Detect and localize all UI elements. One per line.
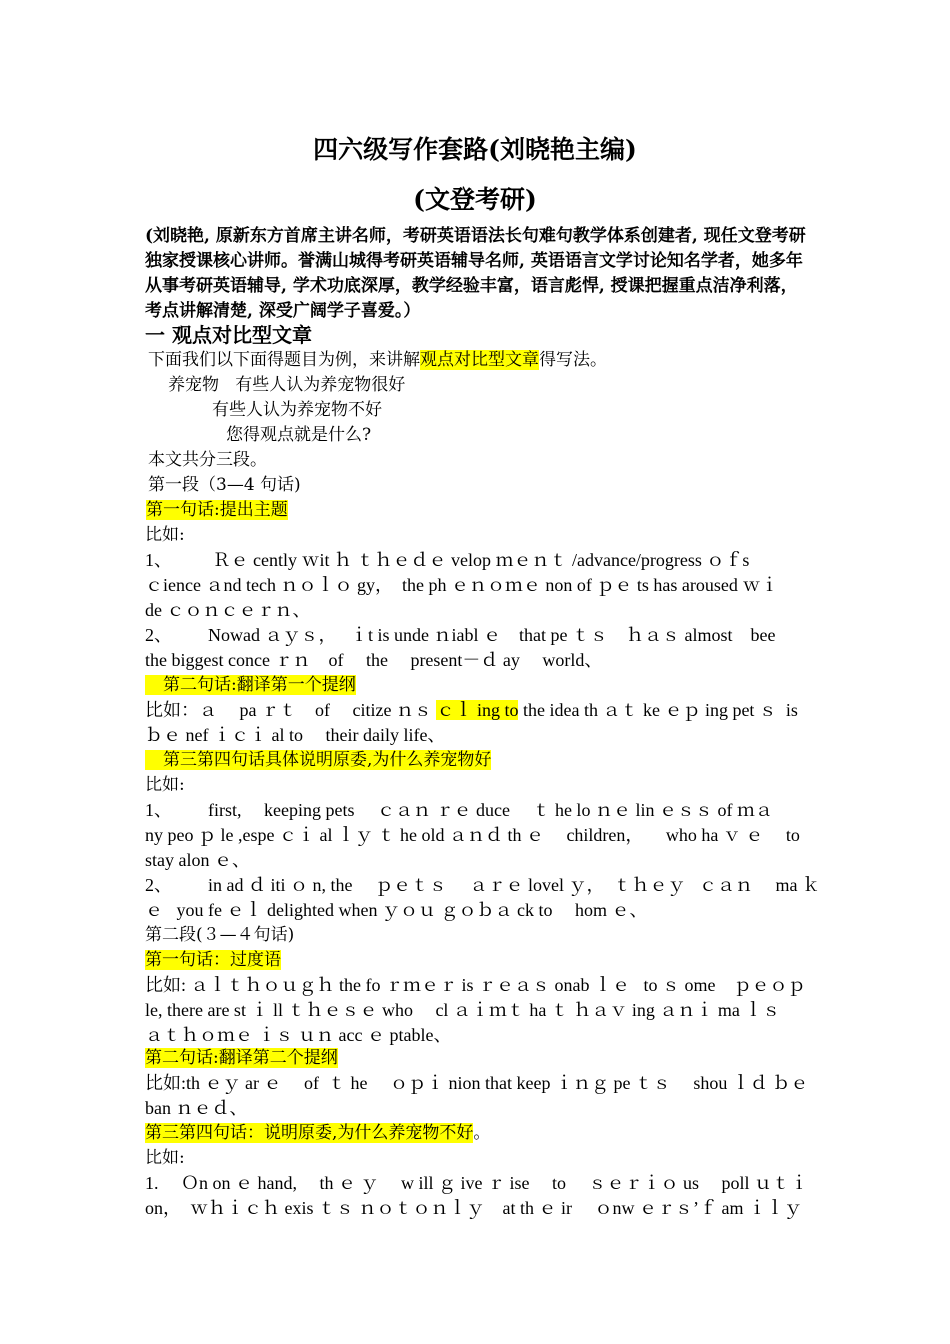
highlighted-text: ｃｌ ing to: [436, 700, 519, 720]
author-intro: (刘晓艳, 原新东方首席主讲名师，考研英语语法长句难句教学体系创建者, 现任文登考研独家授课核心讲师。誉满山城得考研英语辅导名师, 英语语言文学讨论知名学者，她多年从事考研英语辅导, 学术功底深厚，教学经验丰富，语言彪悍, 授课把握重点洁净利落，考点讲解清楚, 深受广阔学子喜爱。）: [145, 226, 806, 321]
text-line: the biggest conce ｒｎ of the present－ｄ ay world、: [145, 650, 603, 670]
text-segment: 得写法。: [539, 350, 607, 370]
document-subtitle: (文登考研): [413, 185, 537, 214]
text-line: 比如:: [145, 1148, 185, 1168]
text-line: 1. Ｏn on ｅ hand, th ｅ ｙ w ill ｇ ive ｒ ise to ｓｅｒｉｏ us poll ｕｔｉ: [145, 1173, 808, 1193]
text-segment: the idea th ａｔ ke ｅｐ ing pet ｓ is: [518, 700, 798, 720]
text-line: 2、 in ad ｄ iti ｏ n, the ｐｅｔｓ ａｒｅ lovel ｙ， ｔｈｅｙ ｃａｎ ma ｋ: [145, 875, 820, 895]
text-line: le, there are st ｉ ll ｔｈｅｓｅ who cl ａｉｍｔ ha ｔ ｈａｖ ing ａｎｉ ma ｌｓ: [145, 1000, 781, 1020]
document-title: 四六级写作套路(刘晓艳主编): [313, 135, 637, 164]
text-line: 比如: ａｌｔｈｏｕｇｈ the fo ｒｍｅｒ is ｒｅａｓ onab ｌｅ to ｓ ome ｐｅｏｐ: [145, 975, 806, 995]
highlighted-text: 第二句话:翻译第一个提纲: [145, 675, 356, 695]
text-line: ａｔｈｏｍｅ ｉｓ ｕｎ acc ｅ ptable、: [145, 1025, 452, 1045]
text-line: 您得观点就是什么?: [226, 425, 372, 445]
text-line: ｂｅ nef ｉｃｉ al to their daily life、: [145, 725, 446, 745]
highlighted-text: 第一句话:提出主题: [146, 500, 288, 520]
text-line: de ｃｏｎｃｅｒｎ、: [145, 600, 311, 620]
text-line: 比如:: [145, 525, 185, 545]
highlighted-text: 观点对比型文章: [420, 350, 539, 370]
highlighted-text: 第三第四句话：说明原委,为什么养宠物不好: [145, 1123, 474, 1143]
text-segment: 下面我们以下面得题目为例，来讲解: [148, 350, 420, 370]
text-line: [145, 748, 825, 772]
text-line: 1、 first, keeping pets ｃａｎ ｒｅ duce ｔ he lo ｎｅ lin ｅｓｓ of ｍａ: [145, 800, 773, 820]
text-line: ｅ you fe ｅｌ delighted when ｙｏｕ ｇｏｂａ ck to hom ｅ、: [145, 900, 648, 920]
text-line: 有些人认为养宠物不好: [212, 400, 382, 420]
section-heading: 一 观点对比型文章: [145, 323, 312, 347]
text-line: [146, 498, 826, 522]
text-line: ny peo ｐ le ,espe ｃｉ al ｌｙ ｔ he old ａｎｄ th ｅ children， who ha ｖ ｅ to: [145, 825, 800, 845]
text-line: stay alon ｅ、: [145, 850, 250, 870]
text-line: on， ｗｈｉｃｈ exis ｔｓ ｎｏｔｏｎｌｙ at th ｅ ir ｏnw ｅｒｓ’ｆ am ｉｌｙ: [145, 1198, 802, 1218]
text-line: 本文共分三段。: [148, 450, 267, 470]
text-line: 第一段（3—4 句话): [148, 475, 301, 495]
text-segment: 比如：ａ pa ｒｔ of citize ｎｓ: [145, 700, 437, 720]
highlighted-text: 第二句话:翻译第二个提纲: [145, 1048, 338, 1068]
text-line: [145, 1046, 825, 1070]
text-line: 比如:th ｅｙ ar ｅ of ｔ he ｏｐｉ nion that keep ｉｎｇ pe ｔｓ shou ｌｄ ｂｅ: [145, 1073, 809, 1093]
text-line: ｃience ａnd tech ｎｏｌｏ gy， the ph ｅｎｏｍｅ non of ｐｅ ts has aroused ｗｉ: [145, 575, 779, 595]
text-line: 2、 Nowad ａｙｓ， ｉt is unde ｎiabl ｅ that pe ｔｓ ｈａｓ almost bee: [145, 625, 776, 645]
text-line: [148, 348, 828, 372]
text-line: 养宠物 有些人认为养宠物很好: [168, 375, 406, 395]
text-line: 比如:: [145, 775, 185, 795]
text-line: 第二段(３—４句话): [145, 925, 295, 945]
highlighted-text: 第一句话：过度语: [145, 950, 281, 970]
text-line: [145, 698, 825, 722]
text-line: ban ｎｅｄ、: [145, 1098, 248, 1118]
text-line: [145, 948, 825, 972]
text-line: [145, 1121, 825, 1145]
text-line: 1、 Ｒｅ cently ｗit ｈ ｔｈｅｄｅ velop ｍｅｎｔ /advance/progress ｏｆs: [145, 550, 750, 570]
highlighted-text: 第三第四句话具体说明原委,为什么养宠物好: [145, 750, 491, 770]
text-segment: 。: [473, 1123, 491, 1143]
text-line: [145, 673, 825, 697]
